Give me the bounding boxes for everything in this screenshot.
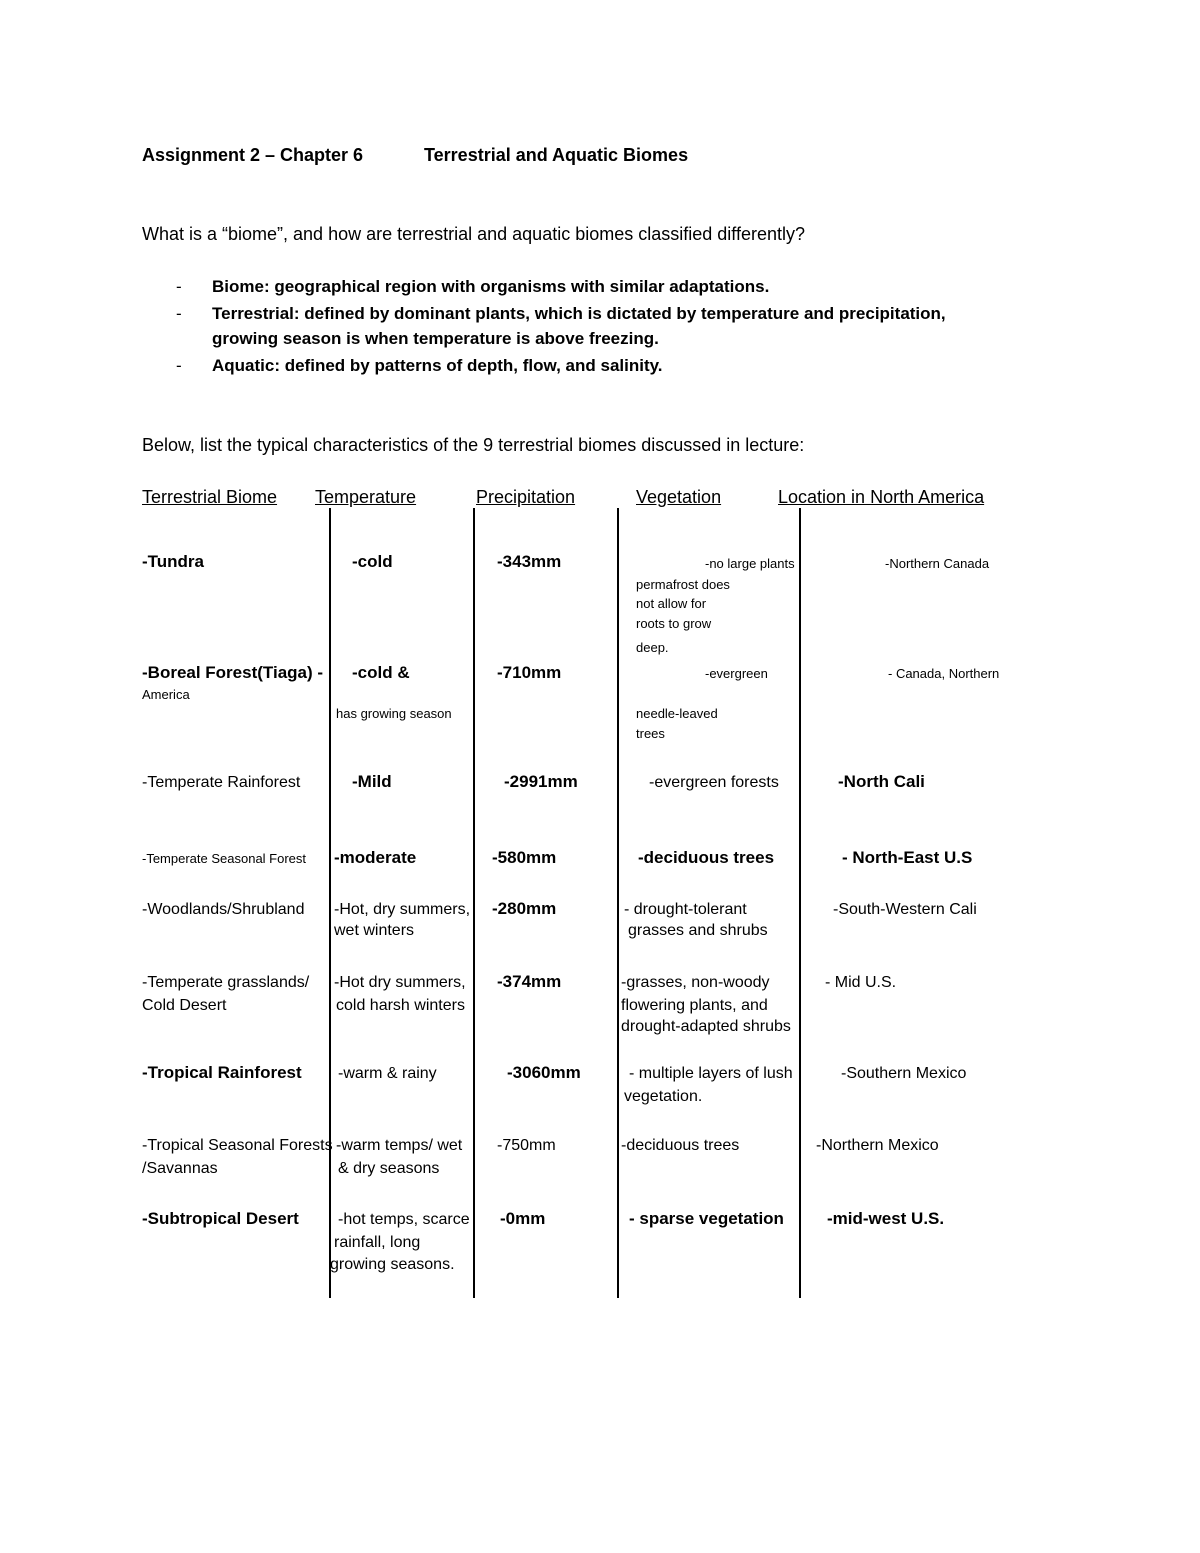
row-boreal-vegetation: trees xyxy=(636,726,665,741)
row-subtropical-desert-vegetation: - sparse vegetation xyxy=(629,1209,784,1228)
row-subtropical-desert-precipitation: -0mm xyxy=(500,1209,546,1228)
row-tropical-seasonal-location: -Northern Mexico xyxy=(816,1137,939,1154)
row-temperate-seasonal-biome: -Temperate Seasonal Forest xyxy=(142,851,307,866)
row-tropical-seasonal-precipitation: -750mm xyxy=(497,1137,556,1154)
row-temperate-rainforest-vegetation: -evergreen forests xyxy=(649,774,779,791)
bullet-dash: - xyxy=(176,356,182,375)
row-grasslands-precipitation: -374mm xyxy=(497,972,562,991)
column-header-biome: Terrestrial Biome xyxy=(142,487,278,507)
column-divider xyxy=(617,508,619,1298)
row-tropical-seasonal-temperature: -warm temps/ wet xyxy=(336,1137,463,1154)
row-tundra-location: -Northern Canada xyxy=(885,556,990,571)
row-boreal-location: - Canada, Northern xyxy=(888,666,1000,681)
column-divider xyxy=(329,508,331,1298)
row-tropical-rainforest-location: -Southern Mexico xyxy=(841,1065,967,1082)
answer-terrestrial-cont: growing season is when temperature is above freezing. xyxy=(212,329,659,348)
row-temperate-rainforest-precipitation: -2991mm xyxy=(504,772,578,791)
bullet-dash: - xyxy=(176,277,182,296)
row-tundra-vegetation: -no large plants xyxy=(705,556,795,571)
row-temperate-rainforest-biome: -Temperate Rainforest xyxy=(142,774,301,791)
topic-title: Terrestrial and Aquatic Biomes xyxy=(424,145,689,165)
answer-biome: Biome: geographical region with organisms with similar adaptations. xyxy=(212,277,770,296)
row-subtropical-desert-location: -mid-west U.S. xyxy=(827,1209,945,1228)
row-subtropical-desert-temperature: -hot temps, scarce xyxy=(338,1211,470,1228)
row-woodlands-biome: -Woodlands/Shrubland xyxy=(142,901,305,918)
row-woodlands-vegetation: grasses and shrubs xyxy=(628,922,768,939)
row-subtropical-desert-biome: -Subtropical Desert xyxy=(142,1209,299,1228)
row-boreal-vegetation: -evergreen xyxy=(705,666,768,681)
row-boreal-biome: America xyxy=(142,687,190,702)
row-grasslands-location: - Mid U.S. xyxy=(825,974,897,991)
column-header-temperature: Temperature xyxy=(315,487,417,507)
question-biome: What is a “biome”, and how are terrestrial and aquatic biomes classified differently? xyxy=(142,224,805,244)
row-tropical-rainforest-precipitation: -3060mm xyxy=(507,1063,581,1082)
row-subtropical-desert-temperature: growing seasons. xyxy=(330,1256,455,1273)
row-grasslands-vegetation: drought-adapted shrubs xyxy=(621,1018,791,1035)
row-woodlands-precipitation: -280mm xyxy=(492,899,557,918)
row-temperate-rainforest-temperature: -Mild xyxy=(352,772,392,791)
row-woodlands-temperature: -Hot, dry summers, xyxy=(334,901,471,918)
row-boreal-vegetation: needle-leaved xyxy=(636,706,718,721)
row-tundra-vegetation: deep. xyxy=(636,640,669,655)
row-boreal-temperature: has growing season xyxy=(336,706,452,721)
row-tropical-rainforest-temperature: -warm & rainy xyxy=(338,1065,437,1082)
row-tropical-seasonal-vegetation: -deciduous trees xyxy=(621,1137,740,1154)
row-grasslands-temperature: cold harsh winters xyxy=(336,997,465,1014)
row-boreal-temperature: -cold & xyxy=(352,663,410,682)
row-temperate-seasonal-temperature: -moderate xyxy=(334,848,417,867)
row-tundra-temperature: -cold xyxy=(352,552,393,571)
row-tundra-vegetation: not allow for xyxy=(636,596,707,611)
column-header-location: Location in North America xyxy=(778,487,985,507)
bullet-dash: - xyxy=(176,304,182,323)
row-temperate-seasonal-location: - North-East U.S xyxy=(842,848,973,867)
row-tundra-biome: -Tundra xyxy=(142,552,205,571)
answer-terrestrial: Terrestrial: defined by dominant plants, which is dictated by temperature and precipitation, xyxy=(212,304,946,323)
row-grasslands-biome: -Temperate grasslands/ xyxy=(142,974,310,991)
row-tundra-precipitation: -343mm xyxy=(497,552,562,571)
row-subtropical-desert-temperature: rainfall, long xyxy=(334,1234,421,1251)
row-woodlands-location: -South-Western Cali xyxy=(833,901,977,918)
column-header-vegetation: Vegetation xyxy=(636,487,722,507)
row-grasslands-vegetation: -grasses, non-woody xyxy=(621,974,770,991)
column-divider xyxy=(473,508,475,1298)
row-tundra-vegetation: roots to grow xyxy=(636,616,712,631)
row-woodlands-vegetation: - drought-tolerant xyxy=(624,901,747,918)
row-tropical-rainforest-vegetation: vegetation. xyxy=(624,1088,703,1105)
row-tropical-rainforest-vegetation: - multiple layers of lush xyxy=(629,1065,793,1082)
row-temperate-seasonal-vegetation: -deciduous trees xyxy=(638,848,775,867)
row-boreal-precipitation: -710mm xyxy=(497,663,562,682)
row-temperate-seasonal-precipitation: -580mm xyxy=(492,848,557,867)
column-header-precipitation: Precipitation xyxy=(476,487,576,507)
row-tropical-seasonal-temperature: & dry seasons xyxy=(338,1160,440,1177)
answer-aquatic: Aquatic: defined by patterns of depth, flow, and salinity. xyxy=(212,356,663,375)
row-boreal-biome: -Boreal Forest(Tiaga) - xyxy=(142,663,324,682)
row-tropical-seasonal-biome: -Tropical Seasonal Forests xyxy=(142,1137,333,1154)
column-divider xyxy=(799,508,801,1298)
row-woodlands-temperature: wet winters xyxy=(334,922,415,939)
question-biomes-list: Below, list the typical characteristics of the 9 terrestrial biomes discussed in lecture: xyxy=(142,435,805,455)
row-grasslands-temperature: -Hot dry summers, xyxy=(334,974,466,991)
row-tropical-seasonal-biome: /Savannas xyxy=(142,1160,218,1177)
row-grasslands-vegetation: flowering plants, and xyxy=(621,997,768,1014)
row-grasslands-biome: Cold Desert xyxy=(142,997,227,1014)
assignment-title: Assignment 2 – Chapter 6 xyxy=(142,145,364,165)
row-temperate-rainforest-location: -North Cali xyxy=(838,772,925,791)
row-tropical-rainforest-biome: -Tropical Rainforest xyxy=(142,1063,302,1082)
row-tundra-vegetation: permafrost does xyxy=(636,577,730,592)
